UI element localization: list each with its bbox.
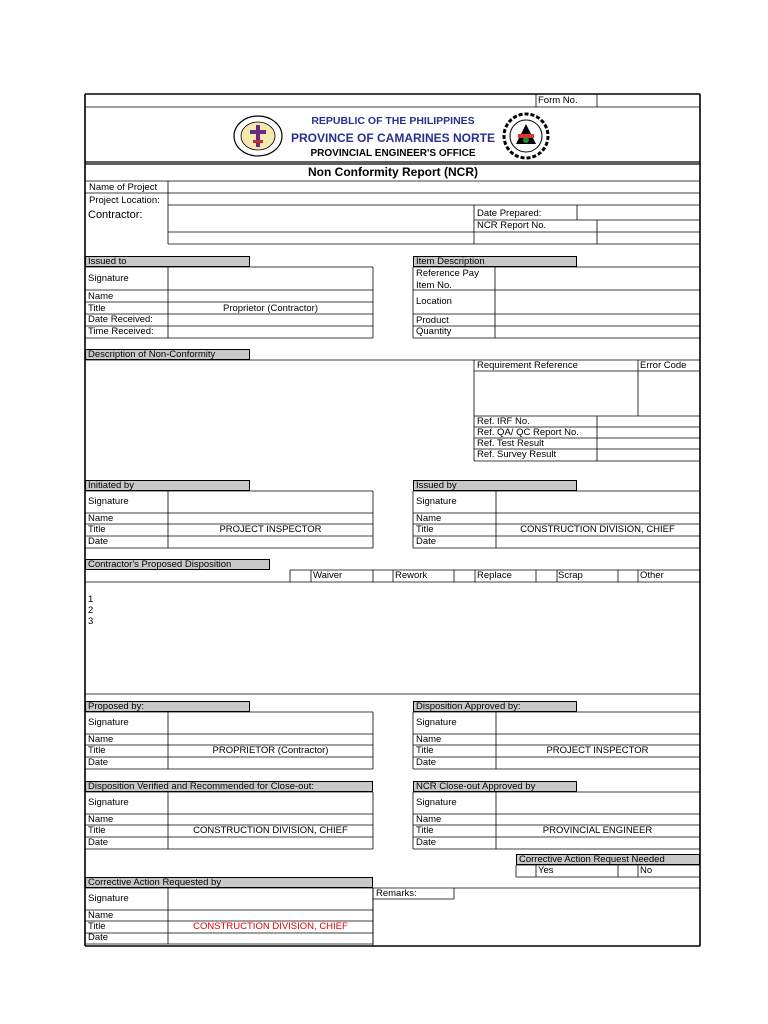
- option-waiver: Waiver: [313, 570, 343, 581]
- nonconformity-header: Description of Non-Conformity: [85, 349, 250, 360]
- item-no-label: Item No.: [416, 280, 452, 291]
- date-received-label: Date Received:: [88, 314, 153, 325]
- issued-to-name-label: Name: [88, 291, 114, 302]
- initiated-date-label: Date: [88, 536, 109, 547]
- page-title: Non Conformity Report (NCR): [308, 165, 478, 179]
- issued-to-header: Issued to: [85, 256, 250, 267]
- verified-signature-label: Signature: [88, 797, 129, 808]
- province-line: PROVINCE OF CAMARINES NORTE: [290, 131, 495, 145]
- approved-date-label: Date: [416, 757, 437, 768]
- ref-test-label: Ref. Test Result: [477, 438, 544, 449]
- approved-title-label: Title: [416, 745, 434, 756]
- closeout-title-label: Title: [416, 825, 434, 836]
- project-location-label: Project Location:: [89, 195, 160, 206]
- issued-by-signature-label: Signature: [416, 496, 457, 507]
- initiated-signature-label: Signature: [88, 496, 129, 507]
- option-rework: Rework: [395, 570, 428, 581]
- option-replace: Replace: [477, 570, 512, 581]
- republic-line: REPUBLIC OF THE PHILIPPINES: [311, 115, 475, 127]
- remarks-label: Remarks:: [376, 888, 417, 899]
- issued-by-title-value: CONSTRUCTION DIVISION, CHIEF: [520, 524, 675, 535]
- car-requested-header: Corrective Action Requested by: [85, 877, 373, 888]
- office-line: PROVINCIAL ENGINEER'S OFFICE: [310, 148, 476, 159]
- closeout-date-label: Date: [416, 837, 437, 848]
- ref-survey-label: Ref. Survey Result: [477, 449, 557, 460]
- location-label: Location: [416, 296, 452, 307]
- issued-to-signature-label: Signature: [88, 273, 129, 284]
- approved-name-label: Name: [416, 734, 442, 745]
- ncr-report-no-label: NCR Report No.: [477, 220, 547, 231]
- proposed-date-label: Date: [88, 757, 109, 768]
- verified-title-label: Title: [88, 825, 106, 836]
- contractor-label: Contractor:: [88, 209, 143, 221]
- disposition-header: Contractor's Proposed Disposition: [85, 559, 270, 570]
- issued-by-name-label: Name: [416, 513, 442, 524]
- issued-by-date-label: Date: [416, 536, 437, 547]
- proposed-title-label: Title: [88, 745, 106, 756]
- item-description-header: Item Description: [413, 256, 577, 267]
- closeout-name-label: Name: [416, 814, 442, 825]
- car-yes-label: Yes: [538, 865, 554, 876]
- verified-header: Disposition Verified and Recommended for Close-out:: [85, 781, 373, 792]
- proposed-by-header: Proposed by:: [85, 701, 250, 712]
- gear-seal-icon: [500, 112, 552, 160]
- seal-icon: [232, 114, 284, 158]
- verified-title-value: CONSTRUCTION DIVISION, CHIEF: [193, 825, 348, 836]
- issued-to-title-value: Proprietor (Contractor): [222, 303, 319, 314]
- error-code-label: Error Code: [640, 360, 687, 371]
- verified-name-label: Name: [88, 814, 114, 825]
- car-needed-header: Corrective Action Request Needed: [516, 854, 700, 865]
- product-label: Product: [416, 315, 449, 326]
- disposition-approved-header: Disposition Approved by:: [413, 701, 577, 712]
- disposition-item-2: 2: [88, 605, 94, 616]
- closeout-header: NCR Close-out Approved by: [413, 781, 577, 792]
- proposed-signature-label: Signature: [88, 717, 129, 728]
- ref-irf-label: Ref. IRF No.: [477, 416, 530, 427]
- date-prepared-label: Date Prepared:: [477, 208, 542, 219]
- option-scrap: Scrap: [558, 570, 583, 581]
- initiated-by-header: Initiated by: [85, 480, 250, 491]
- car-name-label: Name: [88, 910, 114, 921]
- proposed-name-label: Name: [88, 734, 114, 745]
- approved-signature-label: Signature: [416, 717, 457, 728]
- form-no-label: Form No.: [538, 95, 578, 106]
- project-name-label: Name of Project: [89, 182, 158, 193]
- quantity-label: Quantity: [416, 326, 452, 337]
- reference-pay-label: Reference Pay: [416, 268, 479, 279]
- closeout-title-value: PROVINCIAL ENGINEER: [542, 825, 653, 836]
- initiated-title-label: Title: [88, 524, 106, 535]
- option-other: Other: [640, 570, 664, 581]
- verified-date-label: Date: [88, 837, 109, 848]
- ref-qa-label: Ref. QA/ QC Report No.: [477, 427, 579, 438]
- requirement-reference-label: Requirement Reference: [477, 360, 578, 371]
- proposed-title-value: PROPRIETOR (Contractor): [212, 745, 329, 756]
- issued-by-header: Issued by: [413, 480, 577, 491]
- closeout-signature-label: Signature: [416, 797, 457, 808]
- disposition-item-3: 3: [88, 616, 94, 627]
- approved-title-value: PROJECT INSPECTOR: [546, 745, 649, 756]
- issued-to-title-label: Title: [88, 303, 106, 314]
- car-title-value: CONSTRUCTION DIVISION, CHIEF: [193, 921, 348, 932]
- issued-by-title-label: Title: [416, 524, 434, 535]
- initiated-name-label: Name: [88, 513, 114, 524]
- car-no-label: No: [640, 865, 653, 876]
- initiated-title-value: PROJECT INSPECTOR: [219, 524, 322, 535]
- time-received-label: Time Received:: [88, 326, 154, 337]
- car-signature-label: Signature: [88, 893, 129, 904]
- car-date-label: Date: [88, 932, 109, 943]
- disposition-item-1: 1: [88, 594, 94, 605]
- car-title-label: Title: [88, 921, 106, 932]
